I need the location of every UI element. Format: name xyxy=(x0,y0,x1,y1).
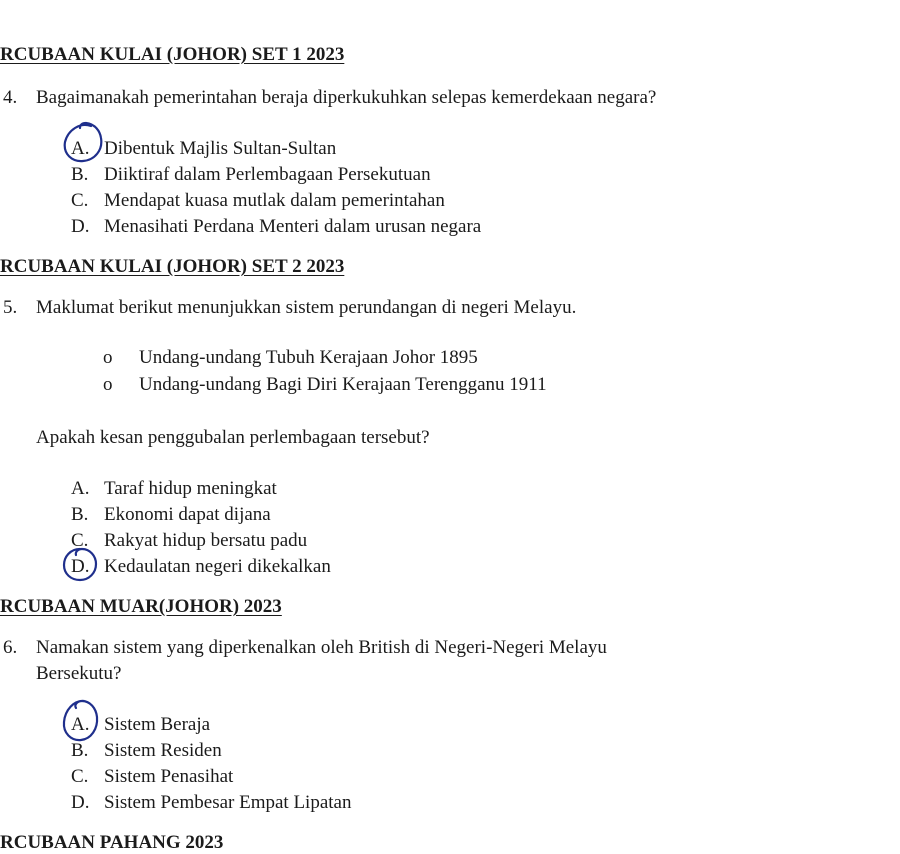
bullet-text: Undang-undang Bagi Diri Kerajaan Terengganu 1911 xyxy=(139,374,547,395)
option-5d[interactable] xyxy=(0,556,900,580)
option-4b[interactable] xyxy=(0,164,900,188)
option-4d[interactable] xyxy=(0,216,900,240)
option-letter: C. xyxy=(71,766,89,787)
pen-circle-answer-5d xyxy=(58,546,102,584)
question-number-5: 5. xyxy=(3,297,18,318)
pen-circle-answer-6a xyxy=(56,696,104,746)
option-6d[interactable] xyxy=(0,792,900,816)
option-letter: D. xyxy=(71,792,90,813)
option-4a[interactable] xyxy=(0,138,900,162)
option-5b[interactable] xyxy=(0,504,900,528)
option-text: Sistem Penasihat xyxy=(104,766,234,787)
option-letter: D. xyxy=(71,216,90,237)
question-text-6-line2: Bersekutu? xyxy=(36,663,122,684)
bullet-text: Undang-undang Tubuh Kerajaan Johor 1895 xyxy=(139,347,478,368)
option-letter: B. xyxy=(71,504,89,525)
option-text: Kedaulatan negeri dikekalkan xyxy=(104,556,331,577)
option-6b[interactable] xyxy=(0,740,900,764)
question-number-4: 4. xyxy=(3,87,18,108)
option-letter: A. xyxy=(71,478,90,499)
option-6a[interactable] xyxy=(0,714,900,738)
option-letter: C. xyxy=(71,530,89,551)
bullet-marker: o xyxy=(103,347,113,368)
list-item xyxy=(0,347,900,371)
option-text: Mendapat kuasa mutlak dalam pemerintahan xyxy=(104,190,445,211)
option-letter: B. xyxy=(71,740,89,761)
option-text: Sistem Beraja xyxy=(104,714,211,735)
option-letter: D. xyxy=(71,556,90,577)
option-letter: C. xyxy=(71,190,89,211)
option-text: Sistem Residen xyxy=(104,740,222,761)
option-5a[interactable] xyxy=(0,478,900,502)
question-text-6-line1: Namakan sistem yang diperkenalkan oleh British di Negeri-Negeri Melayu xyxy=(36,637,607,658)
option-text: Diiktiraf dalam Perlembagaan Persekutuan xyxy=(104,164,431,185)
question-text-4: Bagaimanakah pemerintahan beraja diperkukuhkan selepas kemerdekaan negara? xyxy=(36,87,657,108)
option-text: Rakyat hidup bersatu padu xyxy=(104,530,308,551)
pen-circle-answer-4a xyxy=(58,120,108,166)
option-letter: A. xyxy=(71,138,90,159)
bullet-marker: o xyxy=(103,374,113,395)
option-6c[interactable] xyxy=(0,766,900,790)
question-number-6: 6. xyxy=(3,637,18,658)
question-prompt-5: Apakah kesan penggubalan perlembagaan tersebut? xyxy=(36,427,430,448)
option-text: Taraf hidup meningkat xyxy=(104,478,277,499)
list-item xyxy=(0,374,900,398)
question-text-5: Maklumat berikut menunjukkan sistem perundangan di negeri Melayu. xyxy=(36,297,577,318)
section-heading-kulai-set1: RCUBAAN KULAI (JOHOR) SET 1 2023 xyxy=(0,44,345,65)
option-letter: B. xyxy=(71,164,89,185)
option-5c[interactable] xyxy=(0,530,900,554)
option-letter: A. xyxy=(71,714,90,735)
option-text: Dibentuk Majlis Sultan-Sultan xyxy=(104,138,337,159)
option-text: Ekonomi dapat dijana xyxy=(104,504,271,525)
section-heading-kulai-set2: RCUBAAN KULAI (JOHOR) SET 2 2023 xyxy=(0,256,345,277)
section-heading-pahang: RCUBAAN PAHANG 2023 xyxy=(0,832,224,853)
option-text: Sistem Pembesar Empat Lipatan xyxy=(104,792,352,813)
section-heading-muar: RCUBAAN MUAR(JOHOR) 2023 xyxy=(0,596,282,617)
option-text: Menasihati Perdana Menteri dalam urusan negara xyxy=(104,216,482,237)
option-4c[interactable] xyxy=(0,190,900,214)
